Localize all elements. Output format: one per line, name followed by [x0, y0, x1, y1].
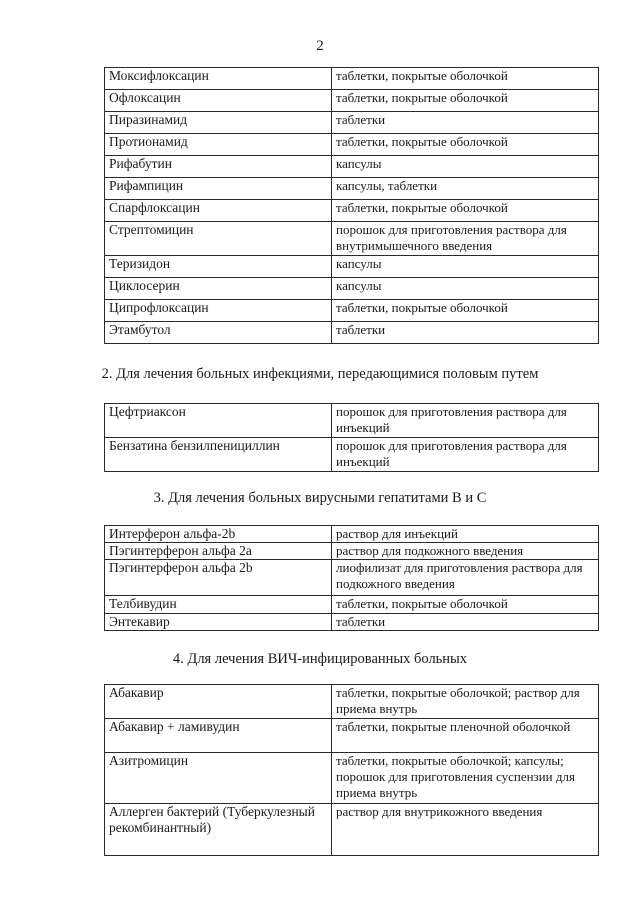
table-row	[105, 68, 599, 90]
drug-name: Стрептомицин	[105, 222, 332, 256]
table-row	[105, 200, 599, 222]
dosage-form: капсулы, таблетки	[332, 178, 599, 200]
drug-table-hepatitis	[104, 525, 599, 631]
drug-name: Цефтриаксон	[105, 404, 332, 438]
table-row	[105, 112, 599, 134]
dosage-form: раствор для инъекций	[332, 526, 599, 543]
table-row	[105, 753, 599, 804]
dosage-form: таблетки, покрытые оболочкой	[332, 596, 599, 614]
dosage-form: раствор для подкожного введения	[332, 543, 599, 560]
section-heading-sti: 2. Для лечения больных инфекциями, передающимися половым путем	[101, 366, 539, 382]
dosage-form: таблетки, покрытые оболочкой; раствор для приема внутрь	[332, 685, 599, 719]
drug-name: Циклосерин	[105, 278, 332, 300]
table-row	[105, 178, 599, 200]
drug-name: Этамбутол	[105, 322, 332, 344]
table-row	[105, 526, 599, 543]
drug-name: Пиразинамид	[105, 112, 332, 134]
drug-name: Офлоксацин	[105, 90, 332, 112]
table-row	[105, 222, 599, 256]
drug-table-sti	[104, 403, 599, 472]
dosage-form: лиофилизат для приготовления раствора для подкожного введения	[332, 560, 599, 596]
dosage-form: капсулы	[332, 156, 599, 178]
drug-name: Аллерген бактерий (Туберкулезный рекомбинантный)	[105, 804, 332, 856]
dosage-form: таблетки, покрытые оболочкой	[332, 68, 599, 90]
drug-name: Бензатина бензилпенициллин	[105, 438, 332, 472]
table-row	[105, 256, 599, 278]
table-row	[105, 438, 599, 472]
dosage-form: таблетки	[332, 322, 599, 344]
dosage-form: таблетки, покрытые оболочкой; капсулы; порошок для приготовления суспензии для приема внутрь	[332, 753, 599, 804]
drug-table-hiv	[104, 684, 599, 856]
table-row	[105, 90, 599, 112]
drug-name: Абакавир + ламивудин	[105, 719, 332, 753]
dosage-form: капсулы	[332, 256, 599, 278]
drug-name: Теризидон	[105, 256, 332, 278]
table-row	[105, 596, 599, 614]
table-row	[105, 685, 599, 719]
table-row	[105, 404, 599, 438]
dosage-form: таблетки, покрытые оболочкой	[332, 90, 599, 112]
table-row	[105, 322, 599, 344]
drug-name: Моксифлоксацин	[105, 68, 332, 90]
dosage-form: таблетки, покрытые оболочкой	[332, 300, 599, 322]
section-heading-hiv: 4. Для лечения ВИЧ-инфицированных больных	[172, 651, 468, 667]
drug-name: Рифабутин	[105, 156, 332, 178]
table-row	[105, 719, 599, 753]
drug-name: Спарфлоксацин	[105, 200, 332, 222]
dosage-form: таблетки, покрытые оболочкой	[332, 200, 599, 222]
dosage-form: раствор для внутрикожного введения	[332, 804, 599, 856]
table-row	[105, 560, 599, 596]
table-row	[105, 543, 599, 560]
drug-name: Азитромицин	[105, 753, 332, 804]
table-row	[105, 156, 599, 178]
section-heading-hepatitis: 3. Для лечения больных вирусными гепатитами В и С	[153, 490, 487, 506]
drug-name: Протионамид	[105, 134, 332, 156]
dosage-form: таблетки	[332, 614, 599, 631]
drug-name: Ципрофлоксацин	[105, 300, 332, 322]
dosage-form: капсулы	[332, 278, 599, 300]
drug-name: Интерферон альфа-2b	[105, 526, 332, 543]
drug-name: Рифампицин	[105, 178, 332, 200]
table-row	[105, 300, 599, 322]
table-row	[105, 134, 599, 156]
table-row	[105, 614, 599, 631]
dosage-form: таблетки, покрытые пленочной оболочкой	[332, 719, 599, 753]
drug-name: Телбивудин	[105, 596, 332, 614]
dosage-form: порошок для приготовления раствора для внутримышечного введения	[332, 222, 599, 256]
table-row	[105, 278, 599, 300]
page-number: 2	[316, 38, 324, 54]
drug-name: Энтекавир	[105, 614, 332, 631]
drug-name: Пэгинтерферон альфа 2а	[105, 543, 332, 560]
table-row	[105, 804, 599, 856]
drug-name: Пэгинтерферон альфа 2b	[105, 560, 332, 596]
dosage-form: таблетки	[332, 112, 599, 134]
dosage-form: таблетки, покрытые оболочкой	[332, 134, 599, 156]
dosage-form: порошок для приготовления раствора для инъекций	[332, 438, 599, 472]
dosage-form: порошок для приготовления раствора для инъекций	[332, 404, 599, 438]
drug-table-tuberculosis	[104, 67, 599, 344]
drug-name: Абакавир	[105, 685, 332, 719]
